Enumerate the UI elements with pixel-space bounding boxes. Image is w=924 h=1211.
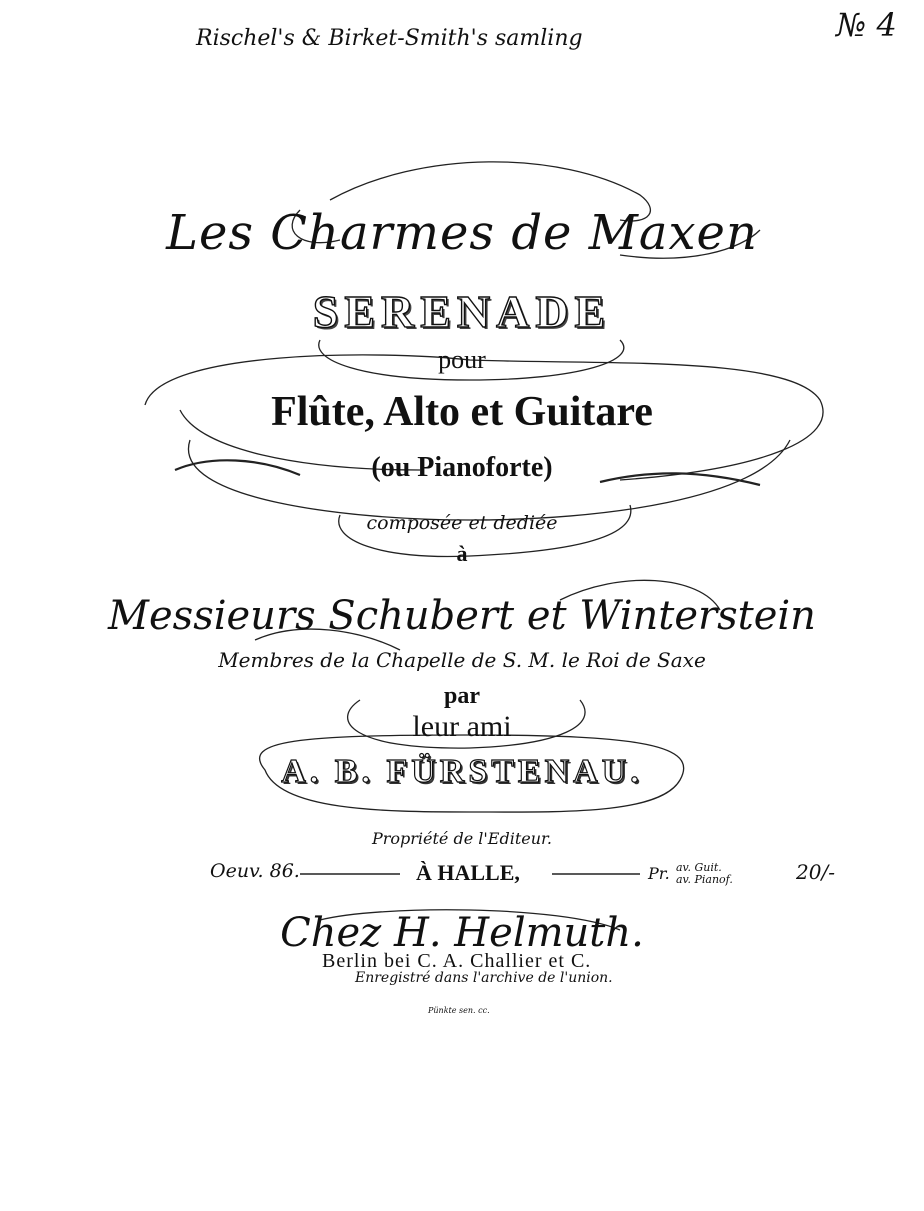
dedication-role: Membres de la Chapelle de S. M. le Roi de Saxe <box>218 648 706 672</box>
dedication-names: Messieurs Schubert et Winterstein <box>108 593 816 639</box>
price-line2: av. Pianof. <box>676 873 733 886</box>
publisher-name: Chez H. Helmuth. <box>280 910 644 956</box>
registration-note: Enregistré dans l'archive de l'union. <box>355 970 613 986</box>
catalog-number: № 4 <box>836 6 897 44</box>
title-pour: pour <box>438 345 486 374</box>
composer-name: A. B. FÜRSTENAU. <box>281 753 643 790</box>
title-serenade: SERENADE <box>312 286 612 337</box>
composer-par: par <box>444 683 480 709</box>
title-a: à <box>456 541 468 566</box>
price-value: 20/- <box>796 860 835 884</box>
composer-leur-ami: leur ami <box>412 710 512 743</box>
price-line1: av. Guit. <box>676 861 722 874</box>
opus-number: Oeuv. 86. <box>210 860 300 882</box>
berlin-agent: Berlin bei C. A. Challier et C. <box>322 950 592 972</box>
propriete: Propriété de l'Editeur. <box>371 829 553 848</box>
title-alternate: (ou Pianoforte) <box>371 452 553 483</box>
price-variants <box>676 862 733 886</box>
title-composee: composée et dediée <box>366 512 558 534</box>
collection-note: Rischel's & Birket-Smith's samling <box>196 26 583 51</box>
place-halle: À HALLE, <box>416 860 520 885</box>
title-line1: Les Charmes de Maxen <box>166 205 758 261</box>
title-instruments: Flûte, Alto et Guitare <box>271 389 653 435</box>
price-label: Pr. <box>648 864 670 883</box>
plate-note: Pünkte sen. cc. <box>428 1006 490 1015</box>
